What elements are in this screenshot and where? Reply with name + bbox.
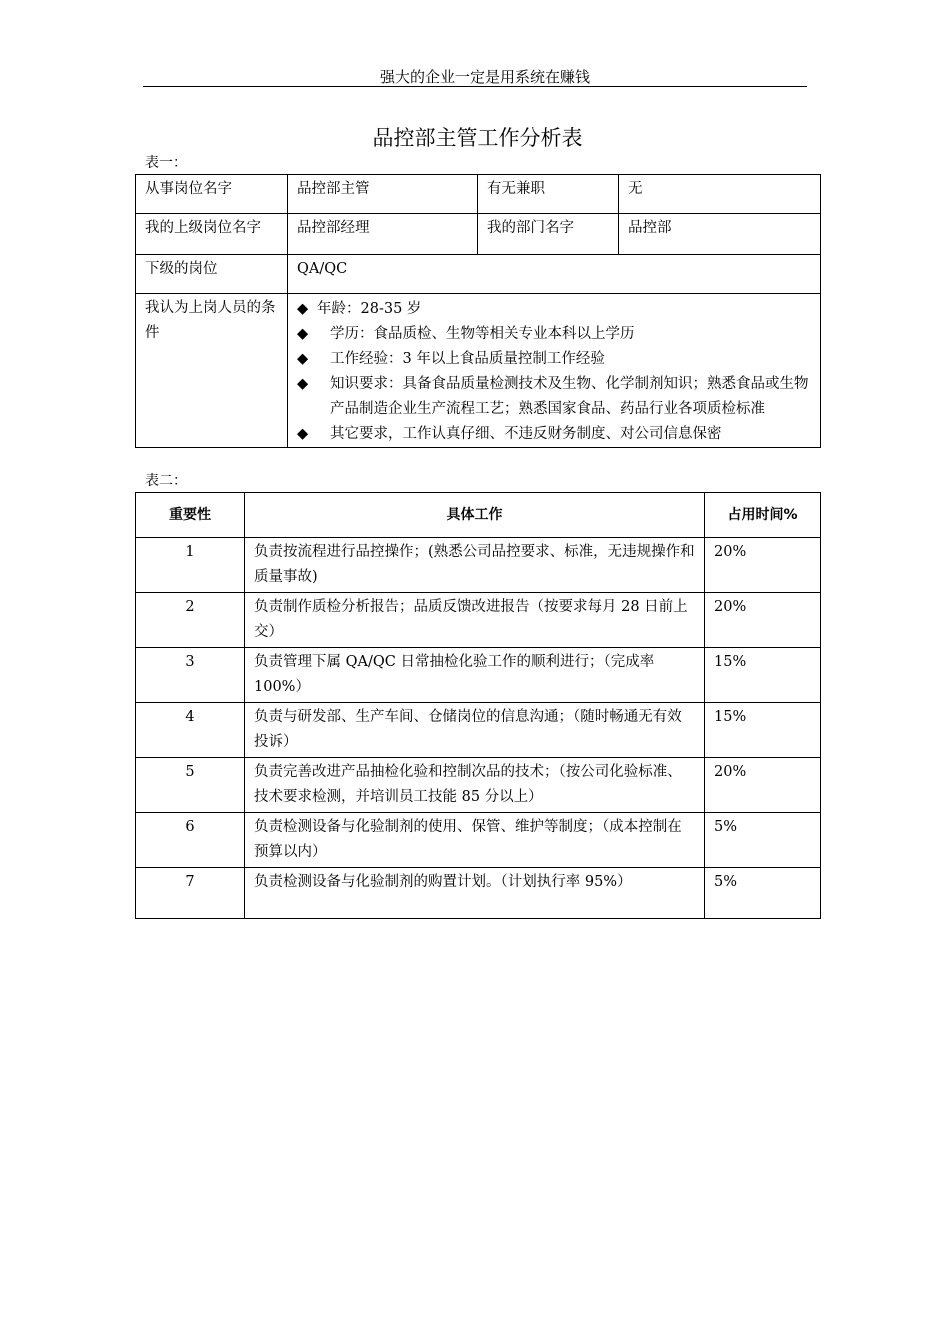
time-cell: 15%	[705, 703, 821, 758]
time-cell: 20%	[705, 538, 821, 593]
table-row	[136, 758, 821, 813]
condition-item	[297, 347, 811, 372]
page-title: 品控部主管工作分析表	[372, 126, 583, 150]
position-name-label: 从事岗位名字	[136, 175, 288, 214]
work-cell: 负责检测设备与化验制剂的使用、保管、维护等制度；（成本控制在预算以内）	[245, 813, 705, 868]
column-header-importance: 重要性	[136, 493, 245, 538]
conditions-label: 我认为上岗人员的条件	[136, 294, 288, 448]
condition-text: 其它要求，工作认真仔细、不违反财务制度、对公司信息保密	[330, 426, 722, 442]
time-cell: 5%	[705, 868, 821, 919]
work-cell: 负责按流程进行品控操作；(熟悉公司品控要求、标准，无违规操作和质量事故)	[245, 538, 705, 593]
diamond-bullet-icon: ◆	[297, 301, 309, 317]
table-row	[136, 703, 821, 758]
condition-text: 知识要求：具备食品质量检测技术及生物、化学制剂知识；熟悉食品或生物产品制造企业生产流程工艺；熟悉国家食品、药品行业各项质检标准	[330, 376, 809, 417]
diamond-bullet-icon: ◆	[297, 426, 309, 442]
duties-table	[135, 492, 821, 919]
rank-cell: 5	[136, 758, 245, 813]
work-cell: 负责完善改进产品抽检化验和控制次品的技术；（按公司化验标准、技术要求检测，并培训员工技能 85 分以上）	[245, 758, 705, 813]
superior-value: 品控部经理	[288, 214, 478, 255]
condition-item	[297, 422, 811, 447]
time-cell: 20%	[705, 593, 821, 648]
conditions-cell	[288, 294, 821, 448]
department-value: 品控部	[619, 214, 821, 255]
concurrent-label: 有无兼职	[478, 175, 619, 214]
position-info-table	[135, 174, 821, 448]
position-name-value: 品控部主管	[288, 175, 478, 214]
rank-cell: 6	[136, 813, 245, 868]
work-cell: 负责制作质检分析报告；品质反馈改进报告（按要求每月 28 日前上交）	[245, 593, 705, 648]
table-row	[136, 868, 821, 919]
work-cell: 负责与研发部、生产车间、仓储岗位的信息沟通；（随时畅通无有效投诉）	[245, 703, 705, 758]
rank-cell: 3	[136, 648, 245, 703]
condition-item	[297, 322, 811, 347]
table1-label: 表一：	[145, 155, 187, 171]
time-cell: 5%	[705, 813, 821, 868]
condition-text: 年龄：28-35 岁	[317, 301, 422, 317]
rank-cell: 7	[136, 868, 245, 919]
condition-item	[297, 297, 811, 322]
subordinate-value: QA/QC	[288, 255, 821, 294]
time-cell: 20%	[705, 758, 821, 813]
subordinate-label: 下级的岗位	[136, 255, 288, 294]
rank-cell: 2	[136, 593, 245, 648]
condition-item	[297, 372, 811, 422]
department-label: 我的部门名字	[478, 214, 619, 255]
superior-label: 我的上级岗位名字	[136, 214, 288, 255]
time-cell: 15%	[705, 648, 821, 703]
column-header-work: 具体工作	[245, 493, 705, 538]
table-row	[136, 593, 821, 648]
diamond-bullet-icon: ◆	[297, 376, 309, 392]
rank-cell: 4	[136, 703, 245, 758]
table-row	[136, 538, 821, 593]
work-cell: 负责管理下属 QA/QC 日常抽检化验工作的顺利进行；（完成率 100%）	[245, 648, 705, 703]
conditions-list	[297, 297, 811, 447]
condition-text: 工作经验：3 年以上食品质量控制工作经验	[330, 351, 605, 367]
diamond-bullet-icon: ◆	[297, 326, 309, 342]
diamond-bullet-icon: ◆	[297, 351, 309, 367]
condition-text: 学历：食品质检、生物等相关专业本科以上学历	[330, 326, 635, 342]
rank-cell: 1	[136, 538, 245, 593]
table-row	[136, 648, 821, 703]
concurrent-value: 无	[619, 175, 821, 214]
table2-label: 表二：	[145, 473, 187, 489]
table-header-row	[136, 493, 821, 538]
header-divider	[143, 86, 807, 87]
page-header: 强大的企业一定是用系统在赚钱	[379, 68, 590, 86]
table-row	[136, 813, 821, 868]
column-header-time: 占用时间%	[705, 493, 821, 538]
work-cell: 负责检测设备与化验制剂的购置计划。（计划执行率 95%）	[245, 868, 705, 919]
